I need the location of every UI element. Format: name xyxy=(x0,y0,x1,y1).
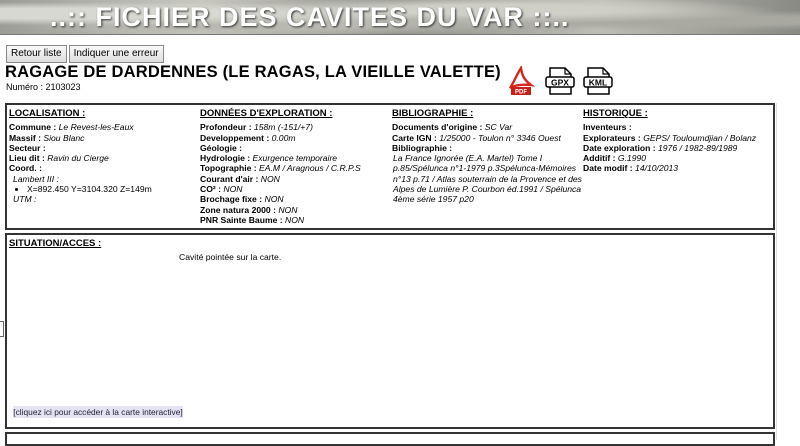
info-value: 1/25000 - Toulon n° 3346 Ouest xyxy=(439,132,561,143)
info-value: Siou Blanc xyxy=(43,132,85,143)
report-error-button[interactable]: Indiquer une erreur xyxy=(69,45,164,63)
info-value: NON xyxy=(223,184,243,195)
info-label: PNR Sainte Baume : xyxy=(200,214,283,225)
info-label: Additif : xyxy=(583,153,616,164)
info-value: Le Revest-les-Eaux xyxy=(58,122,134,133)
info-row xyxy=(9,153,152,163)
back-to-list-button[interactable]: Retour liste xyxy=(6,45,67,63)
info-label: Explorateurs : xyxy=(583,132,641,143)
info-row xyxy=(9,122,152,132)
info-label: Hydrologie : xyxy=(200,153,251,164)
info-value: NON xyxy=(260,173,280,184)
interactive-map-link[interactable]: [cliquez ici pour accéder à la carte interactive] xyxy=(13,407,183,417)
info-value: NON xyxy=(264,194,284,205)
info-row xyxy=(200,143,361,153)
info-row xyxy=(392,122,583,132)
info-label: Bibliographie : xyxy=(392,142,453,153)
kml-icon-label: KML xyxy=(588,77,608,88)
situation-heading: SITUATION/ACCES : xyxy=(9,238,102,249)
localisation-section xyxy=(9,109,152,205)
header-banner xyxy=(0,0,800,35)
info-label: Topographie : xyxy=(200,163,257,174)
lambert-label: Lambert III : xyxy=(13,173,59,184)
info-row xyxy=(200,122,361,132)
banner-title: ..:: FICHIER DES CAVITES DU VAR ::.. xyxy=(50,2,570,32)
bibliographie-heading: BIBLIOGRAPHIE : xyxy=(392,108,474,119)
info-row xyxy=(583,163,756,173)
info-value: NON xyxy=(278,204,298,215)
page-title: RAGAGE DE DARDENNES (LE RAGAS, LA VIEILLE VALETTE) xyxy=(5,63,501,81)
info-value: 14/10/2013 xyxy=(635,163,679,174)
situation-text: Cavité pointée sur la carte. xyxy=(179,252,282,262)
info-value: G.1990 xyxy=(617,153,647,164)
info-value: Exurgence temporaire xyxy=(252,153,338,164)
info-label: Secteur : xyxy=(9,142,46,153)
info-row xyxy=(200,205,361,215)
exploration-section xyxy=(200,109,361,225)
info-label: Zone natura 2000 : xyxy=(200,204,276,215)
info-label: Date exploration : xyxy=(583,142,656,153)
info-row xyxy=(9,163,152,173)
divider xyxy=(776,103,777,440)
info-value: NON xyxy=(285,214,305,225)
bibliography-text: La France Ignorée (E.A. Martel) Tome I p.85/Spélunca n°1-1979 p.3Spélunca-Mémoires n°13 p.71 / Atlas souterrain de la Provence et des Alpes de Lumière P. Courbon éd.1991 / Spélunca 4ème série 1957 p20 xyxy=(393,153,582,205)
lambert-coords: • X=892.450 Y=3104.320 Z=149m xyxy=(27,184,152,194)
localisation-heading: LOCALISATION : xyxy=(9,108,86,119)
info-value: 1976 / 1982-89/1989 xyxy=(657,142,738,153)
info-row xyxy=(583,143,756,153)
pdf-icon[interactable] xyxy=(507,66,535,96)
info-row xyxy=(583,153,756,163)
info-value: GEPS/ Touloumdjian / Bolanz xyxy=(643,132,757,143)
info-row xyxy=(200,133,361,143)
info-row xyxy=(200,174,361,184)
info-label: Developpement : xyxy=(200,132,270,143)
info-row xyxy=(392,143,583,153)
info-label: Coord. : xyxy=(9,163,42,174)
info-label: Profondeur : xyxy=(200,122,252,133)
gpx-icon[interactable] xyxy=(545,66,573,96)
info-label: Documents d'origine : xyxy=(392,122,483,133)
toolbar xyxy=(6,45,164,63)
info-row xyxy=(200,153,361,163)
info-row xyxy=(392,133,583,143)
info-value: EA.M / Aragnous / C.R.P.S xyxy=(259,163,361,174)
info-row xyxy=(200,184,361,194)
info-label: CO² : xyxy=(200,184,222,195)
info-label: Carte IGN : xyxy=(392,132,437,143)
exploration-heading: DONNÉES D'EXPLORATION : xyxy=(200,108,333,119)
gpx-icon-label: GPX xyxy=(551,77,569,88)
info-label: Date modif : xyxy=(583,163,633,174)
bottom-panel xyxy=(5,432,775,446)
info-label: Massif : xyxy=(9,132,41,143)
info-value: 0.00m xyxy=(271,132,296,143)
info-value: 158m (-151/+7) xyxy=(253,122,313,133)
scroll-edge-marker xyxy=(0,321,4,337)
info-label: Commune : xyxy=(9,122,57,133)
info-row xyxy=(583,133,756,143)
historique-heading: HISTORIQUE : xyxy=(583,108,648,119)
cave-info-panel xyxy=(5,103,775,230)
info-value: Ravin du Cierge xyxy=(47,153,109,164)
info-row xyxy=(9,143,152,153)
bibliographie-section xyxy=(392,109,583,205)
pdf-icon-label: PDF xyxy=(515,89,527,96)
cave-number: Numéro : 2103023 xyxy=(6,82,81,92)
info-row xyxy=(200,163,361,173)
info-label: Brochage fixe : xyxy=(200,194,263,205)
info-label: Courant d'air : xyxy=(200,173,259,184)
info-label: Lieu dit : xyxy=(9,153,45,164)
info-label: Inventeurs : xyxy=(583,122,632,133)
lambert-block xyxy=(9,174,152,205)
historique-section xyxy=(583,109,756,174)
situation-panel xyxy=(5,233,775,429)
info-row xyxy=(200,215,361,225)
download-icons xyxy=(507,66,611,96)
info-row xyxy=(9,133,152,143)
info-row xyxy=(200,194,361,204)
info-row xyxy=(583,122,756,132)
utm-label: UTM : xyxy=(13,194,37,205)
info-value: SC Var xyxy=(484,122,513,133)
kml-icon[interactable] xyxy=(583,66,611,96)
info-label: Géologie : xyxy=(200,142,243,153)
